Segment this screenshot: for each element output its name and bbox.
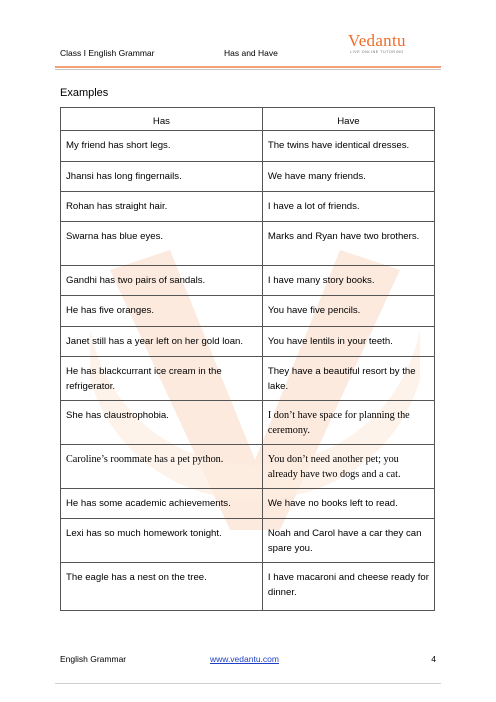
column-header-has: Has	[61, 108, 263, 131]
has-cell: She has claustrophobia.	[61, 401, 263, 445]
table-row	[61, 131, 435, 162]
column-header-have: Have	[262, 108, 434, 131]
has-cell: He has five oranges.	[61, 296, 263, 327]
table-row	[61, 401, 435, 445]
has-cell: Janet still has a year left on her gold loan.	[61, 327, 263, 357]
have-cell: I have many story books.	[262, 266, 434, 296]
table-row	[61, 296, 435, 327]
has-cell: Caroline’s roommate has a pet python.	[61, 445, 263, 489]
have-cell: I don’t have space for planning the ceremony.	[262, 401, 434, 445]
footer-website-link[interactable]: www.vedantu.com	[210, 654, 279, 664]
vedantu-logo	[348, 32, 438, 60]
have-cell: You don’t need another pet; you already have two dogs and a cat.	[262, 445, 434, 489]
page-header	[60, 31, 440, 68]
logo-tagline: LIVE ONLINE TUTORING	[350, 50, 404, 54]
table-row	[61, 445, 435, 489]
have-cell: Noah and Carol have a car they can spare you.	[262, 519, 434, 563]
has-cell: Rohan has straight hair.	[61, 192, 263, 222]
have-cell: We have no books left to read.	[262, 489, 434, 519]
has-cell: He has some academic achievements.	[61, 489, 263, 519]
has-cell: Gandhi has two pairs of sandals.	[61, 266, 263, 296]
have-cell: The twins have identical dresses.	[262, 131, 434, 162]
has-cell: Lexi has so much homework tonight.	[61, 519, 263, 563]
has-cell: Swarna has blue eyes.	[61, 222, 263, 266]
table-row	[61, 192, 435, 222]
table-row	[61, 519, 435, 563]
header-divider-thin	[55, 69, 441, 70]
table-row	[61, 563, 435, 611]
has-cell: He has blackcurrant ice cream in the refrigerator.	[61, 357, 263, 401]
has-cell: Jhansi has long fingernails.	[61, 162, 263, 192]
table-header-row	[61, 108, 435, 131]
has-cell: The eagle has a nest on the tree.	[61, 563, 263, 611]
examples-table	[60, 107, 435, 611]
page-number: 4	[431, 654, 436, 664]
has-cell: My friend has short legs.	[61, 131, 263, 162]
table-row	[61, 327, 435, 357]
header-topic-title: Has and Have	[224, 48, 278, 58]
footer-divider	[55, 683, 441, 684]
table-row	[61, 489, 435, 519]
table-row	[61, 162, 435, 192]
have-cell: They have a beautiful resort by the lake.	[262, 357, 434, 401]
have-cell: You have lentils in your teeth.	[262, 327, 434, 357]
footer-subject: English Grammar	[60, 654, 127, 664]
logo-word: Vedantu	[348, 31, 406, 50]
have-cell: I have macaroni and cheese ready for dinner.	[262, 563, 434, 611]
have-cell: I have a lot of friends.	[262, 192, 434, 222]
have-cell: You have five pencils.	[262, 296, 434, 327]
table-row	[61, 357, 435, 401]
header-course-title: Class I English Grammar	[60, 48, 155, 58]
have-cell: We have many friends.	[262, 162, 434, 192]
header-divider	[55, 66, 441, 68]
table-row	[61, 222, 435, 266]
have-cell: Marks and Ryan have two brothers.	[262, 222, 434, 266]
examples-heading: Examples	[60, 87, 109, 99]
table-row	[61, 266, 435, 296]
